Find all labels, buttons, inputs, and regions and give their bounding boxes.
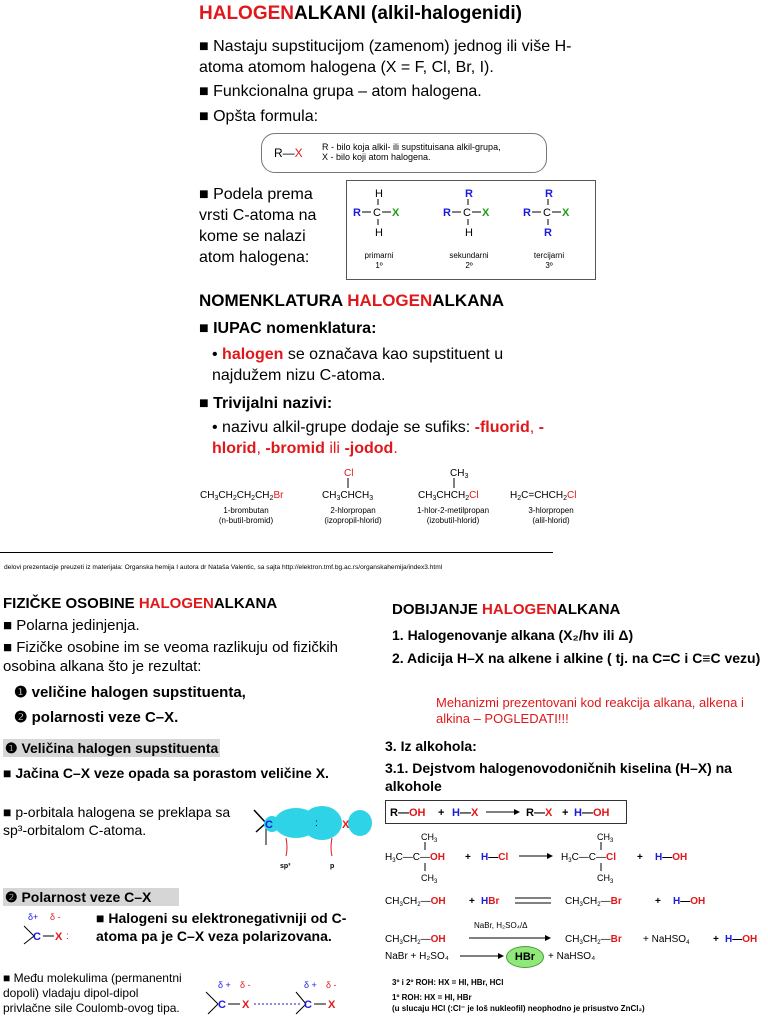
svg-text:H—OH: H—OH (725, 934, 758, 945)
svg-text:R: R (353, 207, 361, 219)
svg-text:+: + (438, 807, 445, 819)
svg-text:CH3: $CH_3$ (421, 873, 438, 885)
svg-text::: : (66, 931, 69, 942)
svg-text:+: + (465, 852, 471, 863)
example-1-hlor-2-metilpropan: 1-hlor-2-metilpropan (izobutil-hlorid) (416, 506, 490, 525)
section-velicina: ❶ Veličina halogen supstituenta (5, 740, 219, 756)
carbon-classification-box (346, 180, 596, 280)
trivial-bullet: • nazivu alkil-grupe dodaje se sufiks: -fluorid, -hlorid, -bromid ili -jodod. (212, 419, 544, 457)
reason-2: ❷ polarnosti veze C–X. (14, 709, 179, 726)
svg-text:X: X (342, 819, 350, 831)
svg-text:δ +: δ + (304, 980, 317, 990)
svg-text:+: + (637, 852, 643, 863)
arrow-to-hbr (458, 948, 508, 964)
example-2-hlorpropan: 2-hlorpropan (izopropil-hlorid) (324, 506, 382, 525)
svg-text:C: C (33, 931, 41, 943)
method-3-1: 3.1. Dejstvom halogenovodoničnih kiselina (H–X) na alkohole (385, 760, 732, 794)
fizicke-title: FIZIČKE OSOBINE HALOGENALKANA (3, 595, 278, 612)
reason-1: ❶ veličine halogen supstituenta, (14, 684, 246, 701)
condition-1: 1º ROH: HX = HI, HBr (392, 993, 472, 1002)
iupac-heading: ■ IUPAC nomenklatura: (199, 320, 377, 337)
trivial-heading: ■ Trivijalni nazivi: (199, 395, 333, 412)
svg-text:R—X: R—X (526, 807, 553, 819)
svg-text:X: X (55, 931, 63, 943)
svg-text:+: + (562, 807, 569, 819)
svg-text:δ -: δ - (240, 980, 251, 990)
bullet-funkcionalna: ■ Funkcionalna grupa – atom halogena. (199, 83, 482, 100)
svg-text:X: X (482, 207, 490, 219)
svg-text:p: p (330, 863, 335, 870)
bullet-fizicke: ■ Fizičke osobine im se veoma razlikuju od fizičkih osobina alkana što je rezultat: (3, 639, 339, 675)
svg-text:R: R (544, 227, 552, 239)
svg-text:CH3CHCH2Cl: $CH_3CHCH_2Cl$ (418, 490, 479, 502)
svg-text:CH3: $CH_3$ (597, 832, 614, 844)
bullet-polarna: ■ Polarna jedinjenja. (3, 617, 140, 634)
svg-text:δ +: δ + (218, 980, 231, 990)
method-2: 2. Adicija H–X na alkene i alkine ( tj. na C=C i C≡C vezu) (392, 650, 761, 666)
ethanol-nabr-reaction (383, 928, 768, 948)
svg-text:CH3CH2—OH: $CH_3CH_2—OH$ (385, 934, 446, 946)
svg-text:CH3CH2CH2CH2Br: $CH_3CH_2CH_2CH_2Br$ (200, 490, 284, 502)
example-1-brombutan: 1-brombutan (n-butil-bromid) (218, 506, 274, 525)
example-structures (196, 462, 596, 504)
hbr-highlight: HBr (506, 946, 544, 968)
method-3: 3. Iz alkohola: (385, 738, 477, 754)
svg-text:X: X (392, 207, 400, 219)
svg-text:H: H (375, 188, 383, 200)
svg-text:X: X (328, 999, 336, 1011)
svg-text:CH3: $CH_3$ (450, 468, 469, 480)
svg-text::: : (315, 818, 318, 829)
svg-text:C: C (304, 999, 312, 1011)
formula-x-desc: X - bilo koji atom halogena. (322, 152, 431, 162)
nomenklatura-title: NOMENKLATURA HALOGENALKANA (199, 291, 505, 310)
svg-text:C: C (543, 207, 551, 219)
orbital-overlap-diagram (246, 790, 376, 870)
formula-rx: R—X (274, 146, 303, 160)
svg-text:R: R (443, 207, 451, 219)
svg-text:H—Cl: H—Cl (481, 852, 509, 863)
label-tercijarni: tercijarni 3º (533, 251, 565, 270)
tert-butanol-reaction (383, 828, 763, 890)
svg-text:δ -: δ - (50, 912, 61, 922)
svg-text:C: C (218, 999, 226, 1011)
bullet-jacina: ■ Jačina C–X veze opada sa porastom veličine X. (3, 765, 329, 781)
footnote: delovi prezentacije preuzeti iz materijala: Organska hemija I autora dr Nataša Valentic, sa sajta http://elektron.tmf.bg.ac.rs/organskahemija/index3.html (4, 564, 443, 571)
page-title (199, 3, 522, 25)
example-3-hlorpropen: 3-hlorpropen (alil-hlorid) (528, 506, 574, 525)
svg-text:CH3: $CH_3$ (597, 873, 614, 885)
svg-text:H3C—C—Cl: $H_3C—C—Cl$ (561, 852, 617, 864)
svg-text:CH3CH2—Br: $CH_3CH_2—Br$ (565, 896, 622, 908)
svg-text:H: H (465, 227, 473, 239)
svg-text:H—OH: H—OH (574, 807, 610, 819)
bullet-nastaju: ■ Nastaju supstitucijom (zamenom) jednog ili više H-atoma atomom halogena (X = F, Cl, Br, I). (199, 38, 572, 76)
svg-text:C: C (373, 207, 381, 219)
svg-text:CH3CH2—Br: $CH_3CH_2—Br$ (565, 934, 622, 946)
nabr-h2so4: NaBr + H₂SO₄ (385, 951, 449, 962)
svg-text:C: C (265, 819, 273, 831)
svg-text:H—OH: H—OH (655, 852, 688, 863)
condition-hcl: (u slucaju HCl (:Cl⁻ je loš nukleofil) neophodno je prisustvo ZnCl₂) (392, 1004, 645, 1013)
svg-text:+: + (469, 896, 475, 907)
dipole-dipole-diagram (196, 978, 366, 1018)
svg-text:R: R (465, 188, 473, 200)
svg-text:H3C—C—OH: $H_3C—C—OH$ (385, 852, 446, 864)
svg-text:C: C (463, 207, 471, 219)
condition-3-2: 3º i 2º ROH: HX = HI, HBr, HCl (392, 978, 504, 987)
general-reaction-box (385, 800, 627, 824)
svg-text:δ -: δ - (326, 980, 337, 990)
svg-text:R: R (523, 207, 531, 219)
bullet-dipol: ■ Među molekulima (permanentni dopoli) vladaju dipol-dipol privlačne sile Coulomb-ovog tipa. (3, 971, 182, 1015)
label-primarni: primarni 1º (364, 251, 394, 270)
svg-text:CH3CHCH3: $CH_3CHCH_3$ (322, 490, 374, 502)
svg-text:δ+: δ+ (28, 912, 39, 922)
general-reaction (386, 801, 626, 823)
divider-line (0, 552, 553, 553)
dobijanje-title: DOBIJANJE HALOGENALKANA (392, 601, 621, 618)
bullet-p-orbitala: ■ p-orbitala halogena se preklapa sa sp³-orbitalom C-atoma. (3, 804, 231, 838)
mechanism-note: Mehanizmi prezentovani kod reakcija alkana, alkena i alkina – POGLEDATI!!! (436, 695, 744, 726)
svg-text:+: + (655, 896, 661, 907)
method-1: 1. Halogenovanje alkana (X₂/hν ili Δ) (392, 627, 634, 643)
general-formula-box (261, 133, 547, 173)
bullet-formula: ■ Opšta formula: (199, 108, 319, 125)
svg-text:X: X (242, 999, 250, 1011)
dipole-icon (20, 908, 95, 948)
section-polarnost: ❷ Polarnost veze C–X (3, 888, 179, 906)
iupac-bullet: • halogen se označava kao supstituent u najdužem nizu C-atoma. (212, 346, 504, 384)
svg-text:R: R (545, 188, 553, 200)
podela-text: ■ Podela prema vrsti C-atoma na kome se nalazi atom halogena: (199, 186, 317, 266)
svg-text:X: X (562, 207, 570, 219)
svg-text:H2C=CHCH2Cl: $H_2C=CHCH_2Cl$ (510, 490, 577, 502)
svg-text:CH3CH2—OH: $CH_3CH_2—OH$ (385, 896, 446, 908)
svg-text:H—X: H—X (452, 807, 479, 819)
svg-text:+: + (713, 934, 719, 945)
title-halogen: HALOGEN (199, 3, 294, 24)
svg-text:H—OH: H—OH (673, 896, 706, 907)
title-rest: ALKANI (alkil-halogenidi) (294, 3, 522, 24)
svg-text:CH3: $CH_3$ (421, 832, 438, 844)
formula-r-desc: R - bilo koja alkil- ili supstituisana alkil-grupa, (322, 142, 501, 152)
svg-text:sp³: sp³ (280, 863, 291, 870)
reagent-label: NaBr, H₂SO₄/Δ (474, 921, 528, 930)
svg-text:HBr: HBr (481, 896, 500, 907)
svg-text:H: H (375, 227, 383, 239)
svg-text:Cl: Cl (344, 468, 354, 479)
nahso4-product: + NaHSO₄ (548, 951, 596, 962)
svg-text:R—OH: R—OH (390, 807, 426, 819)
label-sekundarni: sekundarni 2º (449, 251, 489, 270)
svg-text:+ NaHSO4: + NaHSO$_4$ (643, 934, 690, 946)
ethanol-hbr-reaction (383, 890, 763, 912)
bullet-elektronegativniji: ■ Halogeni su elektronegativniji od C-atoma pa je C–X veza polarizovana. (96, 910, 347, 944)
